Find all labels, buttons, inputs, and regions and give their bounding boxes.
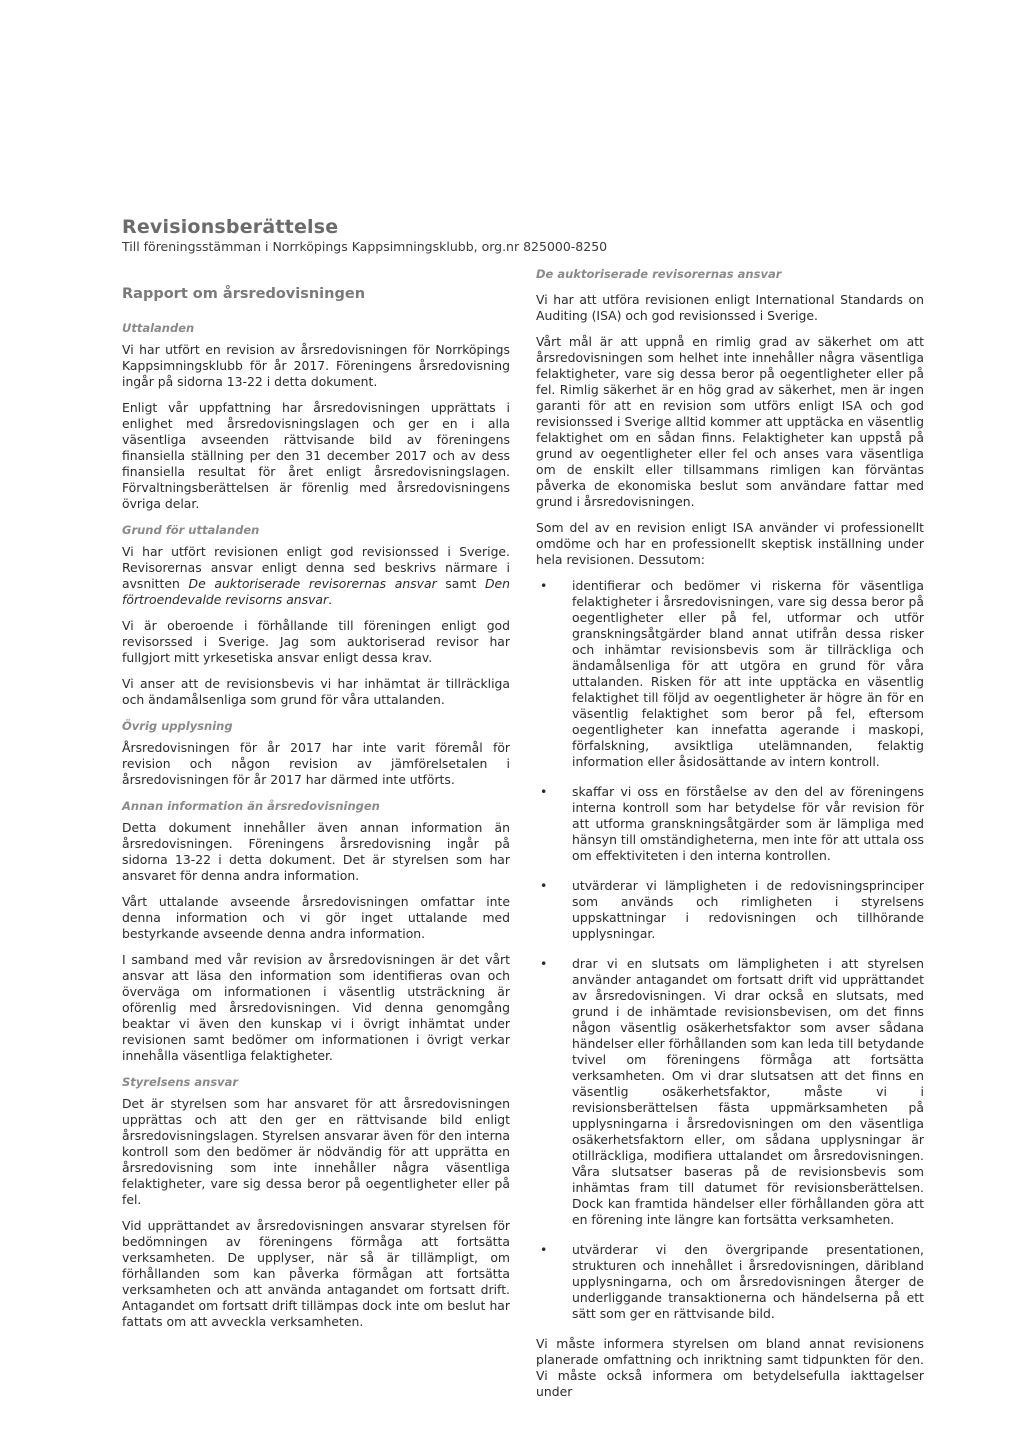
document-title: Revisionsberättelse [122, 216, 339, 238]
bullet-icon: • [540, 878, 548, 893]
subheading-annan-information: Annan information än årsredovisningen [122, 799, 380, 813]
list-item: • utvärderar vi den övergripande presentationen, strukturen och innehållet i årsredovisningen, däribland upplysningarna, och om årsredovisningen återger de underliggande transaktionerna och händelserna på ett sätt som ger en rättvisande bild. [540, 1242, 924, 1321]
list-item: • utvärderar vi lämpligheten i de redovisningsprinciper som används och rimligheten i styrelsens uppskattningar i redovisningen och tillhörande upplysningar. [540, 878, 924, 941]
left-column [122, 266, 510, 1340]
paragraph: Enligt vår uppfattning har årsredovisningen upprättats i enlighet med årsredovisningslagen och ger en i alla väsentliga avseenden rättvisande bild av föreningens finansiella ställning per den 31 december 2017 och av dess finansiella resultat för året enligt årsredovisningslagen. Förvaltningsberättelsen är förenlig med årsredovisningens övriga delar. [122, 400, 510, 511]
right-column [536, 266, 924, 1410]
emphasis: De auktoriserade revisorernas ansvar [188, 576, 437, 591]
subheading-grund: Grund för uttalanden [122, 523, 260, 537]
paragraph: Vårt mål är att uppnå en rimlig grad av säkerhet om att årsredovisningen som helhet inte innehåller några väsentliga felaktigheter, vare sig dessa beror på oegentligheter eller på fel. Rimlig säkerhet är en hög grad av säkerhet, men är ingen garanti för att en revision som utförs enligt ISA och god revisionssed i Sverige alltid kommer att upptäcka en väsentlig felaktighet om en sådan finns. Felaktigheter kan uppstå på grund av oegentligheter eller fel och anses vara väsentliga om de enskilt eller tillsammans rimligen kan förväntas påverka de ekonomiska beslut som användare fattar med grund i årsredovisningen. [536, 334, 924, 509]
paragraph: Vi måste informera styrelsen om bland annat revisionens planerade omfattning och inriktning samt tidpunkten för den. Vi måste också informera om betydelsefulla iakttagelser under [536, 1336, 924, 1399]
subheading-revisorernas-ansvar: De auktoriserade revisorernas ansvar [536, 267, 782, 281]
subheading-styrelsens-ansvar: Styrelsens ansvar [122, 1075, 239, 1089]
paragraph: Vid upprättandet av årsredovisningen ansvarar styrelsen för bedömningen av föreningens förmåga att fortsätta verksamheten. De upplyser, när så är tillämpligt, om förhållanden som kan påverka förmågan att fortsätta verksamheten och att använda antagandet om fortsatt drift. Antagandet om fortsatt drift tillämpas dock inte om beslut har fattats om att avveckla verksamheten. [122, 1218, 510, 1329]
paragraph: Det är styrelsen som har ansvaret för att årsredovisningen upprättas och att den ger en rättvisande bild enligt årsredovisningslagen. Styrelsen ansvarar även för den interna kontroll som den bedömer är nödvändig för att upprätta en årsredovisning som inte innehåller några väsentliga felaktigheter, vare sig dessa beror på oegentligheter eller på fel. [122, 1096, 510, 1207]
paragraph: Vi har utfört revisionen enligt god revisionssed i Sverige. Revisorernas ansvar enligt denna sed beskrivs närmare i avsnitten De auktoriserade revisorernas ansvar samt Den förtroendevalde revisorns ansvar. [122, 544, 511, 607]
paragraph: Vi anser att de revisionsbevis vi har inhämtat är tillräckliga och ändamålsenliga som grund för våra uttalanden. [122, 676, 510, 707]
paragraph: Vi har utfört en revision av årsredovisningen för Norrköpings Kappsimningsklubb för år 2017. Föreningens årsredovisning ingår på sidorna 13-22 i detta dokument. [122, 342, 510, 389]
bullet-list [536, 578, 924, 1322]
list-item: • identifierar och bedömer vi riskerna för väsentliga felaktigheter i årsredovisningen, vare sig dessa beror på oegentligheter eller på fel, utformar och utför granskningsåtgärder bland annat utifrån dessa risker och inhämtar revisionsbevis som är tillräckliga och ändamålsenliga för att utgöra en grund för våra uttalanden. Risken för att inte upptäcka en väsentlig felaktighet till följd av oegentligheter är högre än för en väsentlig felaktighet som beror på fel, eftersom oegentligheter kan innefatta agerande i maskopi, förfalskning, avsiktliga utelämnanden, felaktig information eller åsidosättande av intern kontroll. [540, 578, 924, 769]
list-item: • skaffar vi oss en förståelse av den del av föreningens interna kontroll som har betydelse för vår revision för att utforma granskningsåtgärder som är lämpliga med hänsyn till omständigheterna, men inte för att uttala oss om effektiviteten i den interna kontrollen. [540, 784, 924, 863]
list-item: • drar vi en slutsats om lämpligheten i att styrelsen använder antagandet om fortsatt drift vid upprättandet av årsredovisningen. Vi drar också en slutsats, med grund i de inhämtade revisionsbevisen, om det finns någon väsentlig osäkerhetsfaktor som avser sådana händelser eller förhållanden som kan leda till betydande tvivel om föreningens förmåga att fortsätta verksamheten. Om vi drar slutsatsen att det finns en väsentlig osäkerhetsfaktor, måste vi i revisionsberättelsen fästa uppmärksamheten på upplysningarna i årsredovisningen om den väsentliga osäkerhetsfaktorn eller, om sådana upplysningar är otillräckliga, modifiera uttalandet om årsredovisningen. Våra slutsatser baseras på de revisionsbevis som inhämtas fram till datumet för revisionsberättelsen. Dock kan framtida händelser eller förhållanden göra att en förening inte längre kan fortsätta verksamheten. [540, 956, 924, 1227]
paragraph: Som del av en revision enligt ISA använder vi professionellt omdöme och har en professionellt skeptisk inställning under hela revisionen. Dessutom: [536, 520, 924, 567]
subheading-ovrig: Övrig upplysning [122, 719, 233, 733]
document-subtitle: Till föreningsstämman i Norrköpings Kappsimningsklubb, org.nr 825000-8250 [122, 239, 608, 254]
bullet-icon: • [540, 956, 548, 971]
paragraph: Vårt uttalande avseende årsredovisningen omfattar inte denna information och vi gör inget uttalande med bestyrkande avseende denna andra information. [122, 894, 510, 941]
paragraph: Detta dokument innehåller även annan information än årsredovisningen. Föreningens årsredovisning ingår på sidorna 13-22 i detta dokument. Det är styrelsen som har ansvaret för denna andra information. [122, 820, 510, 883]
paragraph: Vi har att utföra revisionen enligt International Standards on Auditing (ISA) och god revisionssed i Sverige. [536, 292, 924, 323]
bullet-icon: • [540, 784, 548, 799]
paragraph: Vi är oberoende i förhållande till föreningen enligt god revisorssed i Sverige. Jag som auktoriserad revisor har fullgjort mitt yrkesetiska ansvar enligt dessa krav. [122, 618, 510, 665]
bullet-icon: • [540, 578, 548, 593]
subheading-uttalanden: Uttalanden [122, 321, 195, 335]
paragraph: Årsredovisningen för år 2017 har inte varit föremål för revision och någon revision av jämförelsetalen i årsredovisningen för år 2017 har därmed inte utförts. [122, 740, 510, 787]
paragraph: I samband med vår revision av årsredovisningen är det vårt ansvar att läsa den information som identifieras ovan och överväga om informationen i väsentlig utsträckning är oförenlig med årsredovisningen. Vid denna genomgång beaktar vi även den kunskap vi i övrigt inhämtat under revisionen samt bedömer om informationen i övrigt verkar innehålla väsentliga felaktigheter. [122, 952, 510, 1063]
bullet-icon: • [540, 1242, 548, 1257]
emphasis: Den förtroendevalde revisorns ansvar [122, 576, 511, 607]
section-heading-rapport: Rapport om årsredovisningen [122, 286, 366, 302]
